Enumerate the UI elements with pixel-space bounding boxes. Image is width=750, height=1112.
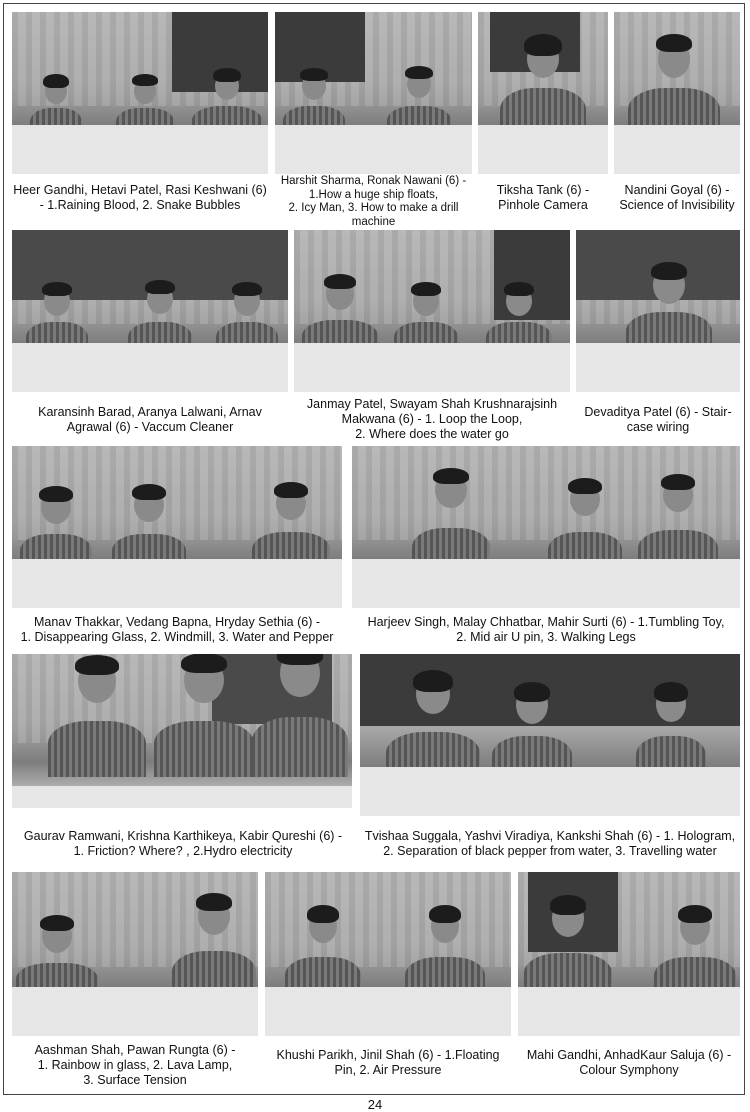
- caption-projects: Makwana (6) - 1. Loop the Loop,: [341, 412, 523, 426]
- caption-names: Heer Gandhi, Hetavi Patel, Rasi Keshwani (6): [13, 183, 267, 197]
- caption-projects: 1. Friction? Where? , 2.Hydro electricity: [73, 844, 293, 858]
- photo-khushi-jinil: [265, 872, 511, 1036]
- caption-projects: 1.How a huge ship floats,: [308, 188, 439, 201]
- photo-heer-hetavi-rasi: [12, 12, 268, 174]
- caption-projects: Colour Symphony: [579, 1063, 679, 1077]
- caption-projects: 2. Mid air U pin, 3. Walking Legs: [456, 630, 636, 644]
- photo-devaditya: [576, 230, 740, 392]
- photo-manav-vedang-hryday: [12, 446, 342, 608]
- caption-projects: Science of Invisibility: [619, 198, 735, 212]
- caption-projects: Pin, 2. Air Pressure: [334, 1063, 442, 1077]
- caption-names: Gaurav Ramwani, Krishna Karthikeya, Kabir Qureshi (6) -: [23, 829, 343, 843]
- caption-manav-vedang-hryday: [8, 615, 346, 645]
- caption-projects: 2. Where does the water go: [355, 427, 509, 441]
- caption-khushi-jinil: [262, 1048, 514, 1078]
- caption-projects: - 1.Raining Blood, 2. Snake Bubbles: [39, 198, 241, 212]
- caption-gaurav-krishna-kabir: [10, 829, 356, 859]
- caption-projects: 1. Rainbow in glass, 2. Lava Lamp,: [37, 1058, 233, 1072]
- caption-names: Harshit Sharma, Ronak Nawani (6) -: [280, 175, 467, 187]
- caption-janmay-swayam-krushnarajsinh: [290, 397, 574, 442]
- caption-projects: 3. Surface Tension: [83, 1073, 187, 1087]
- caption-projects: case wiring: [626, 420, 690, 434]
- photo-karansinh-aranya-arnav: [12, 230, 288, 392]
- caption-projects: 2. Separation of black pepper from water, 3. Travelling water: [383, 844, 717, 858]
- photo-mahi-anhadkaur: [518, 872, 740, 1036]
- caption-names: Aashman Shah, Pawan Rungta (6) -: [34, 1043, 236, 1057]
- caption-names: Mahi Gandhi, AnhadKaur Saluja (6) -: [526, 1048, 732, 1062]
- caption-tiksha: [478, 183, 608, 213]
- caption-projects: 1. Disappearing Glass, 2. Windmill, 3. Water and Pepper: [20, 630, 334, 644]
- photo-aashman-pawan: [12, 872, 258, 1036]
- photo-harshit-ronak: [275, 12, 472, 174]
- caption-names: Manav Thakkar, Vedang Bapna, Hryday Sethia (6) -: [33, 615, 321, 629]
- caption-devaditya: [576, 405, 740, 435]
- caption-names: Devaditya Patel (6) - Stair-: [584, 405, 732, 419]
- caption-projects: 2. Icy Man, 3. How to make a drill: [288, 202, 459, 214]
- caption-names: Harjeev Singh, Malay Chhatbar, Mahir Surti (6) - 1.Tumbling Toy,: [367, 615, 725, 629]
- caption-names: Nandini Goyal (6) -: [624, 183, 730, 197]
- caption-projects: Pinhole Camera: [498, 198, 588, 212]
- caption-mahi-anhadkaur: [516, 1048, 742, 1078]
- caption-heer-hetavi-rasi: [12, 183, 268, 213]
- caption-nandini: [610, 183, 744, 213]
- caption-names: Janmay Patel, Swayam Shah Krushnarajsinh: [306, 397, 558, 411]
- caption-harjeev-malay-mahir: [352, 615, 740, 645]
- caption-names: Karansinh Barad, Aranya Lalwani, Arnav: [38, 405, 262, 419]
- page-number: 24: [367, 1097, 383, 1112]
- photo-nandini: [614, 12, 740, 174]
- caption-karansinh-aranya-arnav: [12, 405, 288, 435]
- caption-projects: Agrawal (6) - Vaccum Cleaner: [66, 420, 234, 434]
- photo-gaurav-krishna-kabir: [12, 654, 352, 808]
- caption-names: Tvishaa Suggala, Yashvi Viradiya, Kankshi Shah (6) - 1. Hologram,: [364, 829, 736, 843]
- photo-harjeev-malay-mahir: [352, 446, 740, 608]
- photo-tiksha: [478, 12, 608, 174]
- caption-aashman-pawan: [12, 1043, 258, 1088]
- photo-janmay-swayam-krushnarajsinh: [294, 230, 570, 392]
- caption-harshit-ronak: [272, 175, 475, 229]
- caption-tvishaa-yashvi-kankshi: [356, 829, 744, 859]
- caption-names: Tiksha Tank (6) -: [496, 183, 590, 197]
- caption-projects: machine: [351, 215, 396, 228]
- caption-names: Khushi Parikh, Jinil Shah (6) - 1.Floating: [276, 1048, 500, 1062]
- photo-tvishaa-yashvi-kankshi: [360, 654, 740, 816]
